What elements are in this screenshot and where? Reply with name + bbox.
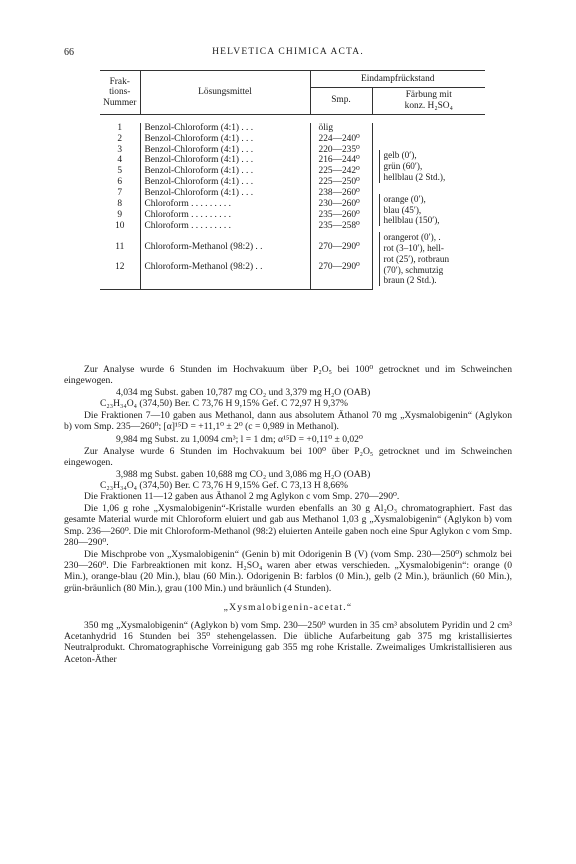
color-group-2: orange (0′), blau (45′), hellblau (150′),: [372, 188, 485, 232]
col-header-fraction: Frak- tions- Nummer: [100, 71, 140, 115]
color-group-3: orangerot (0′), . rot (3–10′), hell- rot (25′), rotbraun (70′), schmutzig braun (2 Std.).: [372, 232, 485, 290]
table-row: 12 Chloroform-Methanol (98:2) . . 270—290⁰: [100, 257, 485, 277]
col-header-color: Färbung mit konz. H₂SO₄: [372, 87, 485, 114]
table-row: 11 Chloroform-Methanol (98:2) . . 270—290⁰: [100, 238, 485, 258]
table-row: 5 Benzol-Chloroform (4:1) . . . 225—242⁰: [100, 166, 485, 177]
analysis-line: 3,988 mg Subst. gaben 10,688 mg CO₂ und 3,086 mg H₂O (OAB): [116, 468, 371, 480]
table-row: 2 Benzol-Chloroform (4:1) . . . 224—240⁰: [100, 134, 485, 145]
fraction-table: [100, 70, 485, 290]
paragraph: Die Mischprobe von „Xysmalobigenin“ (Genin b) mit Odorigenin B (V) (vom Smp. 230—250⁰) schmolz bei 230—260⁰. Die Farbreaktionen mit konz. H₂SO₄ waren aber etwas verschieden. „Xysmalobigenin“: orange (0 Min.), orange-blau (20 Min.), blau (60 Min.). Odorigenin B: farblos (0 Min.), gelb (2 Min.), bräunlich (60 Min.), grün-bräunlich (80 Min.), grau (100 Min.) und bräunlich (4 Stunden).: [64, 548, 512, 594]
section-heading: „Xysmalobigenin-acetat.“: [223, 602, 353, 614]
analysis-line: C₂₃H₃₄O₄ (374,50) Ber. C 73,76 H 9,15% Gef. C 72,97 H 9,37%: [100, 398, 349, 410]
paragraph: Die Fraktionen 7—10 gaben aus Methanol, dann aus absolutem Äthanol 70 mg „Xysmalobigenin“ (Aglykon b) vom Smp. 235—260⁰; [α]¹⁵D = +11,1⁰ ± 2⁰ (c = 0,989 in Methanol).: [64, 409, 512, 433]
analysis-line: C₂₃H₃₄O₄ (374,50) Ber. C 73,76 H 9,15% Gef. C 73,13 H 8,66%: [100, 480, 349, 492]
col-header-mp: Smp.: [310, 87, 372, 114]
table-row: 4 Benzol-Chloroform (4:1) . . . 216—244⁰: [100, 155, 485, 166]
analysis-line: 4,034 mg Subst. gaben 10,787 mg CO₂ und 3,379 mg H₂O (OAB): [116, 386, 371, 398]
col-header-residue: Eindampfrückstand: [310, 71, 485, 88]
table-row: 1 Benzol-Chloroform (4:1) . . . ölig: [100, 123, 485, 134]
paragraph: Zur Analyse wurde 6 Stunden im Hochvakuum bei 100⁰ über P₂O₅ getrocknet und im Schweinchen eingewogen.: [64, 445, 512, 469]
color-group-1: gelb (0′), grün (60′), hellblau (2 Std.),: [372, 145, 485, 189]
journal-title: HELVETICA CHIMICA ACTA.: [212, 47, 364, 57]
table-row: 8 Chloroform . . . . . . . . . 230—260⁰: [100, 199, 485, 210]
table-row: 6 Benzol-Chloroform (4:1) . . . 225—250⁰: [100, 177, 485, 188]
paragraph: 350 mg „Xysmalobigenin“ (Aglykon b) vom Smp. 230—250⁰ wurden in 35 cm³ absolutem Pyridin und 2 cm³ Acetanhydrid 16 Stunden bei 35⁰ stehengelassen. Die übliche Aufarbeitung gab 375 mg kristallisiertes Neutralprodukt. Chromatographische Vorreinigung gab 355 mg rohe Kristalle. Zweimaliges Umkristallisieren aus Aceton-Äther: [64, 619, 512, 665]
page-number: 66: [64, 47, 74, 58]
analysis-line: 9,984 mg Subst. zu 1,0094 cm³; l = 1 dm; α¹⁵D = +0,11⁰ ± 0,02⁰: [116, 434, 363, 446]
paragraph: Die Fraktionen 11—12 gaben aus Äthanol 2 mg Aglykon c vom Smp. 270—290⁰.: [84, 491, 400, 503]
table-row: 10 Chloroform . . . . . . . . . 235—258⁰: [100, 221, 485, 232]
table-row: 3 Benzol-Chloroform (4:1) . . . 220—235⁰ gelb (0′), grün (60′), hellblau (2 Std.),: [100, 145, 485, 156]
body-text: [64, 364, 512, 665]
table-row: 7 Benzol-Chloroform (4:1) . . . 238—260⁰ orange (0′), blau (45′), hellblau (150′),: [100, 188, 485, 199]
page-header: [64, 47, 512, 61]
paragraph: Zur Analyse wurde 6 Stunden im Hochvakuum über P₂O₅ bei 100⁰ getrocknet und im Schweinchen eingewogen.: [64, 364, 512, 387]
paragraph: Die 1,06 g rohe „Xysmalobigenin“-Kristalle wurden ebenfalls an 30 g Al₂O₃ chromatographiert. Fast das gesamte Material wurde mit Chloroform eluiert und gab aus Methanol 1,03 g „Xysmalobigenin“ (Aglykon b) vom Smp. 236—260⁰. Die mit Chloroform-Methanol (98:2) eluierten Anteile gaben noch eine Spur Aglykon c vom Smp. 280—290⁰.: [64, 502, 512, 549]
col-header-solvent: Lösungsmittel: [140, 71, 310, 115]
table-row: 9 Chloroform . . . . . . . . . 235—260⁰: [100, 210, 485, 221]
